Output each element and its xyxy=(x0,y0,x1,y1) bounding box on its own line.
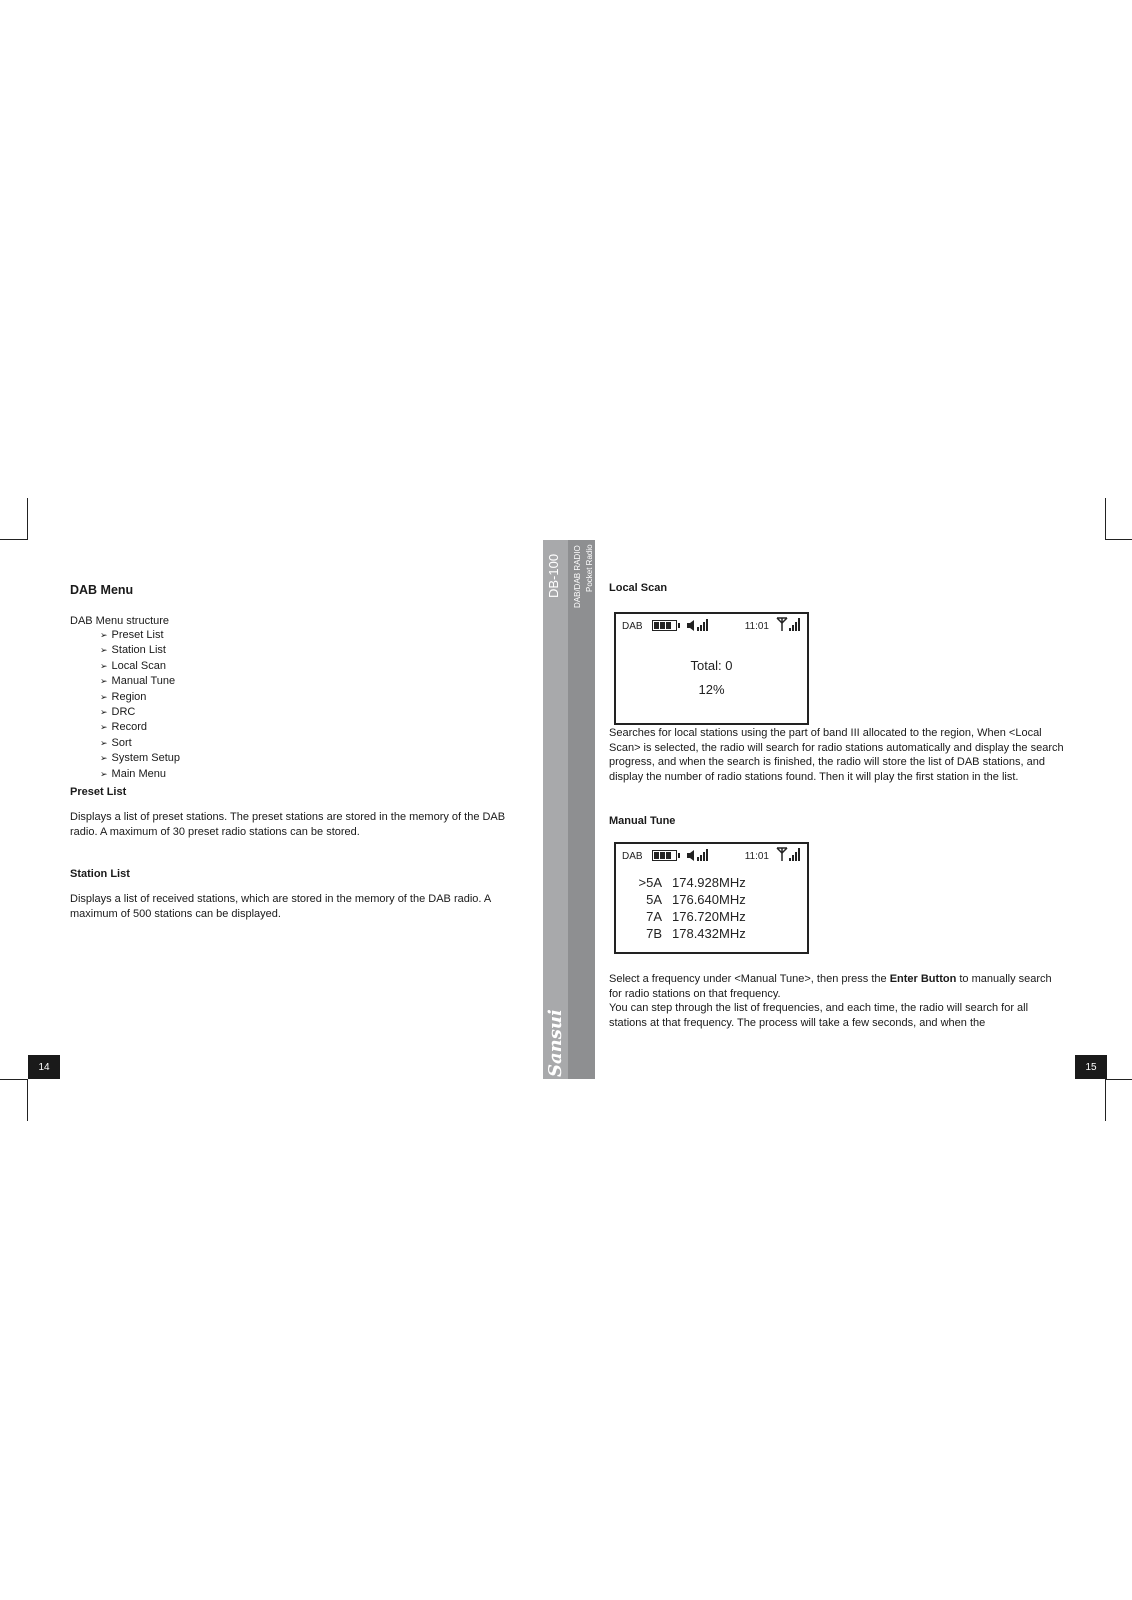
manual-tune-text-part: to manually search for radio stations on that frequency. xyxy=(609,973,1052,1000)
spine-band xyxy=(568,540,595,1079)
manual-tune-text xyxy=(609,972,1067,1030)
volume-icon xyxy=(687,849,709,862)
frequency-value: 176.640MHz xyxy=(672,892,746,907)
frequency-row xyxy=(616,891,746,908)
crop-mark xyxy=(27,498,28,540)
list-item: ➢ Main Menu xyxy=(100,767,180,782)
menu-structure-label: DAB Menu structure xyxy=(70,615,170,627)
model-label: DB-100 xyxy=(546,553,561,598)
battery-icon xyxy=(652,850,677,861)
spine-band xyxy=(543,540,568,1079)
lcd-status-bar xyxy=(616,614,807,636)
frequency-value: 178.432MHz xyxy=(672,926,746,941)
radio-type-label: DAB/DAB RADIO xyxy=(573,545,582,608)
frequency-list xyxy=(616,874,746,942)
volume-icon xyxy=(687,619,709,632)
enter-button-label: Enter Button xyxy=(889,973,957,985)
frequency-row xyxy=(616,874,746,891)
list-item: ➢ Station List xyxy=(100,643,180,658)
signal-icon xyxy=(776,847,802,862)
manual-tune-text-part: You can step through the list of frequencies, and each time, the radio will search for all stations at that frequency. The process will take a few seconds, and when the xyxy=(609,1002,1029,1029)
preset-list-heading: Preset List xyxy=(70,786,127,798)
list-item: ➢ Sort xyxy=(100,736,180,751)
frequency-value: 176.720MHz xyxy=(672,909,746,924)
station-list-text: Displays a list of received stations, which are stored in the memory of the DAB radio. A maximum of 500 stations can be displayed. xyxy=(70,893,491,920)
list-item: ➢ Manual Tune xyxy=(100,674,180,689)
frequency-row xyxy=(616,908,746,925)
crop-mark xyxy=(0,1079,27,1080)
page-number-left: 14 xyxy=(28,1055,60,1079)
channel-label: 7A xyxy=(646,909,662,924)
list-item: ➢ Region xyxy=(100,690,180,705)
lcd-local-scan xyxy=(614,612,809,725)
station-list-heading: Station List xyxy=(70,868,130,880)
page-number-right: 15 xyxy=(1075,1055,1107,1079)
crop-mark xyxy=(27,1079,28,1121)
battery-icon xyxy=(652,620,677,631)
manual-tune-text-part: Select a frequency under <Manual Tune>, then press the xyxy=(609,973,890,985)
scan-total: Total: 0 xyxy=(690,658,733,673)
pocket-radio-label: Pocket Radio xyxy=(585,544,594,592)
preset-list-text: Displays a list of preset stations. The preset stations are stored in the memory of the DAB radio. A maximum of 30 preset radio stations can be stored. xyxy=(70,811,506,838)
lcd-manual-tune xyxy=(614,842,809,954)
local-scan-text: Searches for local stations using the part of band III allocated to the region, When <Local Scan> is selected, the radio will search for radio stations automatically and display the search progress, and when the search is finished, the radio will store the list of DAB stations, and display the number of radio stations found. Then it will play the first station in the list. xyxy=(609,727,1064,783)
clock-text: 11:01 xyxy=(744,851,769,862)
dab-mode-label: DAB xyxy=(622,621,643,632)
crop-mark xyxy=(1106,539,1132,540)
crop-mark xyxy=(0,539,27,540)
list-item: ➢ Local Scan xyxy=(100,659,180,674)
menu-structure-list xyxy=(100,628,180,782)
page-title: DAB Menu xyxy=(70,583,134,597)
lcd-status-bar xyxy=(616,844,807,866)
channel-label: 5A xyxy=(646,892,662,907)
list-item: ➢ Preset List xyxy=(100,628,180,643)
manual-tune-heading: Manual Tune xyxy=(609,815,676,827)
channel-label: 7B xyxy=(646,926,662,941)
list-item: ➢ DRC xyxy=(100,705,180,720)
crop-mark xyxy=(1105,498,1106,540)
list-item: ➢ Record xyxy=(100,720,180,735)
scan-progress: 12% xyxy=(698,682,725,697)
dab-mode-label: DAB xyxy=(622,851,643,862)
local-scan-heading: Local Scan xyxy=(609,582,668,594)
crop-mark xyxy=(1106,1079,1132,1080)
frequency-value: 174.928MHz xyxy=(672,875,746,890)
brand-logo: Sansui xyxy=(545,1009,566,1077)
channel-label: >5A xyxy=(638,875,662,890)
signal-icon xyxy=(776,617,802,632)
list-item: ➢ System Setup xyxy=(100,751,180,766)
crop-mark xyxy=(1105,1079,1106,1121)
clock-text: 11:01 xyxy=(744,621,769,632)
frequency-row xyxy=(616,925,746,942)
